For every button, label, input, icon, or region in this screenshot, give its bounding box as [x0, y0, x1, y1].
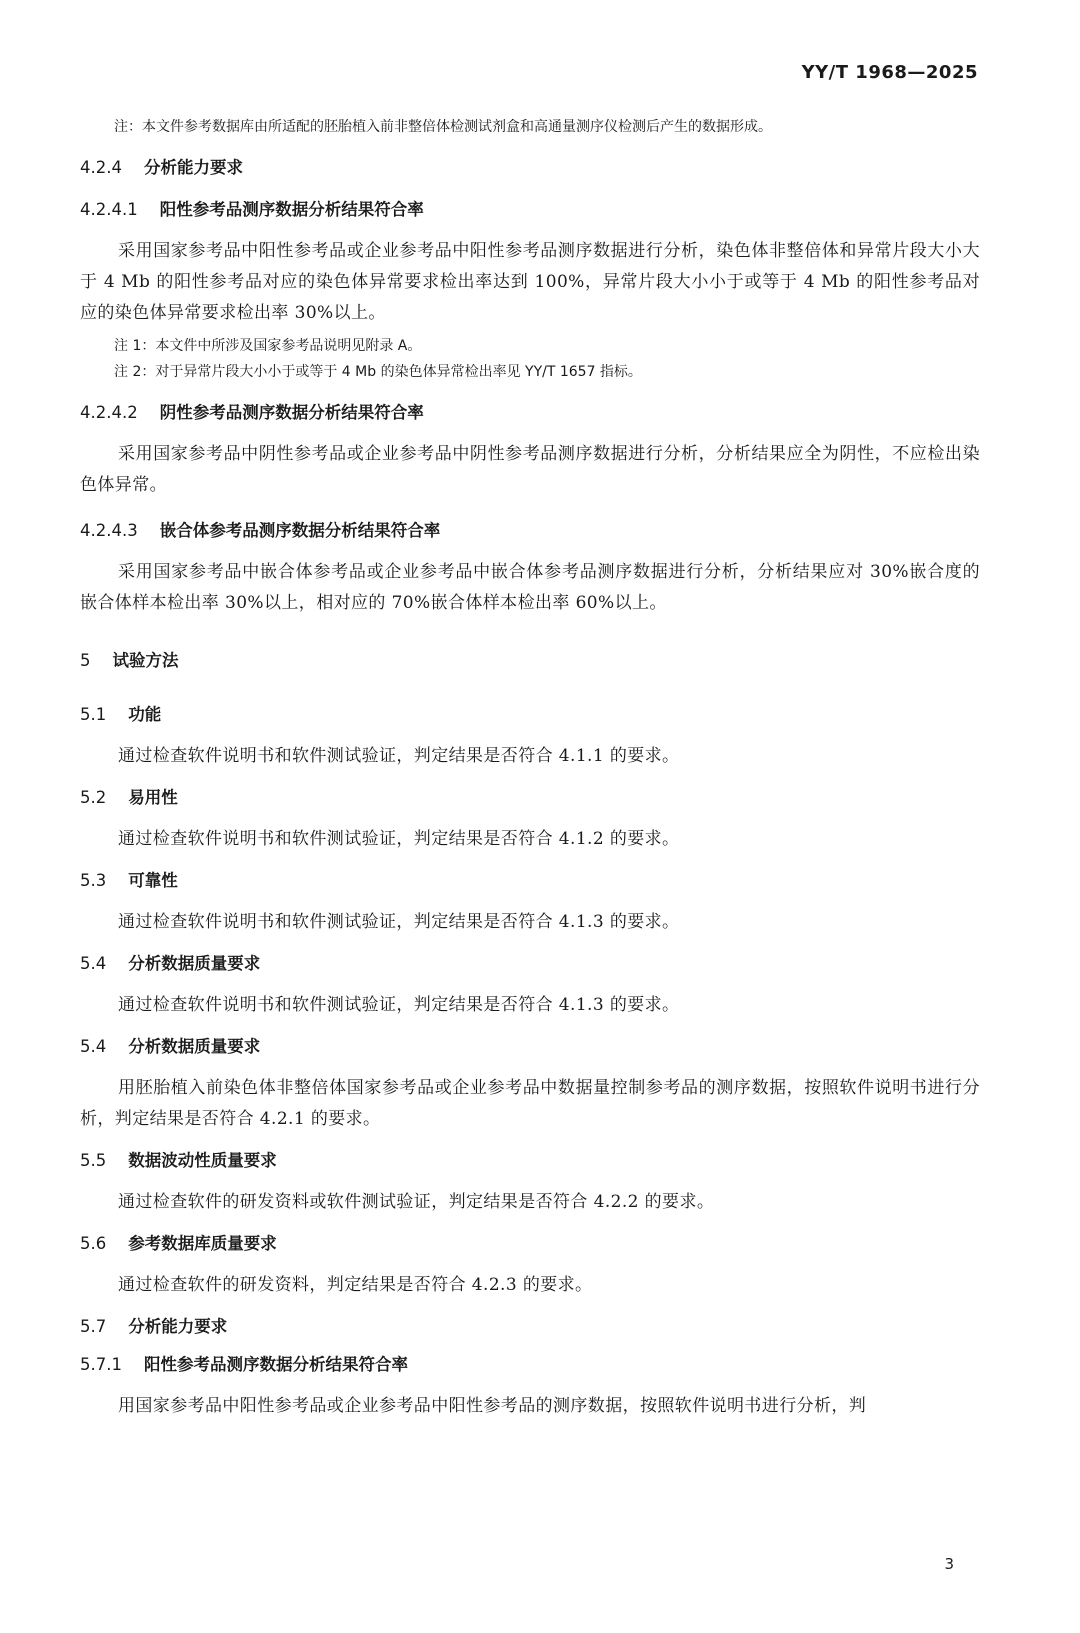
note: 注：本文件参考数据库由所适配的胚胎植入前非整倍体检测试剂盒和高通量测序仪检测后产生的数据形成。	[114, 119, 772, 135]
section-heading	[80, 519, 980, 543]
section-number: 4.2.4	[80, 158, 122, 177]
note: 注 1：本文件中所涉及国家参考品说明见附录 A。	[114, 338, 422, 354]
section-number: 5.5	[80, 1151, 107, 1170]
paragraph: 通过检查软件的研发资料，判定结果是否符合 4.2.3 的要求。	[118, 1275, 593, 1295]
section-heading	[80, 952, 980, 976]
section-number: 4.2.4.1	[80, 200, 138, 219]
section-title: 分析能力要求	[128, 1317, 228, 1336]
section-number: 5.7.1	[80, 1355, 122, 1374]
section-title: 功能	[128, 705, 162, 724]
document-body	[80, 116, 980, 1422]
section-number: 4.2.4.2	[80, 403, 138, 422]
section-number: 5.3	[80, 871, 107, 890]
section-heading	[80, 1353, 980, 1377]
section-title: 分析能力要求	[143, 158, 243, 177]
section-title: 阳性参考品测序数据分析结果符合率	[159, 200, 424, 219]
section-heading	[80, 198, 980, 222]
section-number: 5.6	[80, 1234, 107, 1253]
section-heading	[80, 1315, 980, 1339]
paragraph: 通过检查软件说明书和软件测试验证，判定结果是否符合 4.1.3 的要求。	[118, 995, 680, 1015]
section-title: 试验方法	[112, 651, 179, 670]
paragraph: 通过检查软件说明书和软件测试验证，判定结果是否符合 4.1.1 的要求。	[118, 746, 680, 766]
section-title: 易用性	[128, 788, 178, 807]
paragraph: 采用国家参考品中阴性参考品或企业参考品中阴性参考品测序数据进行分析，分析结果应全为阴性，不应检出染色体异常。	[80, 444, 980, 495]
standard-number: YY/T 1968—2025	[801, 62, 978, 83]
section-heading	[80, 1149, 980, 1173]
section-heading	[80, 401, 980, 425]
section-heading	[80, 1035, 980, 1059]
page-number: 3	[944, 1555, 954, 1573]
chapter-heading	[80, 649, 980, 673]
section-heading	[80, 786, 980, 810]
section-title: 分析数据质量要求	[128, 954, 261, 973]
section-number: 5.7	[80, 1317, 107, 1336]
section-title: 参考数据库质量要求	[128, 1234, 277, 1253]
paragraph: 通过检查软件说明书和软件测试验证，判定结果是否符合 4.1.3 的要求。	[118, 912, 680, 932]
section-number: 5	[80, 651, 91, 670]
section-number: 5.4	[80, 954, 107, 973]
paragraph: 通过检查软件说明书和软件测试验证，判定结果是否符合 4.1.2 的要求。	[118, 829, 680, 849]
paragraph: 用国家参考品中阳性参考品或企业参考品中阳性参考品的测序数据，按照软件说明书进行分析，判	[118, 1396, 867, 1416]
section-heading	[80, 869, 980, 893]
paragraph: 采用国家参考品中阳性参考品或企业参考品中阳性参考品测序数据进行分析，染色体非整倍体和异常片段大小大于 4 Mb 的阳性参考品对应的染色体异常要求检出率达到 100%，异常片段大小小于或等于 4 Mb 的阳性参考品对应的染色体异常要求检出率 30%以上。	[80, 241, 980, 323]
section-title: 分析数据质量要求	[128, 1037, 261, 1056]
paragraph: 采用国家参考品中嵌合体参考品或企业参考品中嵌合体参考品测序数据进行分析，分析结果应对 30%嵌合度的嵌合体样本检出率 30%以上，相对应的 70%嵌合体样本检出率 60%以上。	[80, 562, 980, 613]
section-title: 数据波动性质量要求	[128, 1151, 277, 1170]
section-title: 阳性参考品测序数据分析结果符合率	[143, 1355, 408, 1374]
paragraph: 通过检查软件的研发资料或软件测试验证，判定结果是否符合 4.2.2 的要求。	[118, 1192, 715, 1212]
section-heading	[80, 156, 980, 180]
section-heading	[80, 1232, 980, 1256]
paragraph: 用胚胎植入前染色体非整倍体国家参考品或企业参考品中数据量控制参考品的测序数据，按照软件说明书进行分析，判定结果是否符合 4.2.1 的要求。	[80, 1078, 980, 1129]
section-number: 5.1	[80, 705, 107, 724]
section-number: 5.4	[80, 1037, 107, 1056]
section-title: 可靠性	[128, 871, 178, 890]
section-number: 5.2	[80, 788, 107, 807]
section-title: 嵌合体参考品测序数据分析结果符合率	[159, 521, 441, 540]
section-title: 阴性参考品测序数据分析结果符合率	[159, 403, 424, 422]
section-number: 4.2.4.3	[80, 521, 138, 540]
section-heading	[80, 703, 980, 727]
note: 注 2：对于异常片段大小小于或等于 4 Mb 的染色体异常检出率见 YY/T 1657 指标。	[114, 364, 642, 380]
